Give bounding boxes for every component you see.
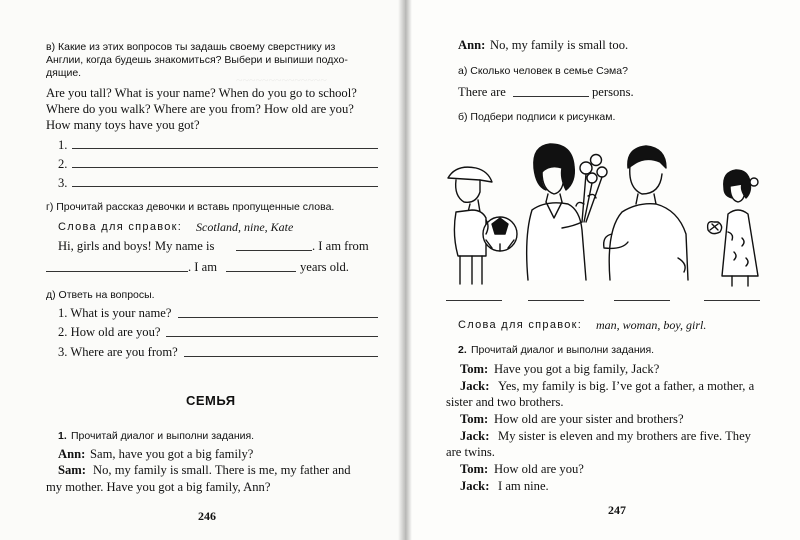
question-a: а) Сколько человек в семье Сэма? [458, 65, 628, 77]
questions-line1: Are you tall? What is your name? When do you go to school? [46, 86, 357, 100]
question-d1: 1. What is your name? [58, 306, 172, 320]
dialog-speaker-1: Jack: [460, 379, 490, 393]
speaker-ann-right: Ann: [458, 38, 486, 52]
instruction-g: г) Прочитай рассказ девочки и вставь пропущенные слова. [46, 201, 335, 213]
caption-blank-2[interactable] [528, 300, 584, 301]
caption-blank-3[interactable] [614, 300, 670, 301]
dialog-line-4: My sister is eleven and my brothers are five. They [498, 429, 751, 443]
page-number-left: 246 [198, 509, 216, 523]
answer-line-2[interactable] [72, 167, 378, 168]
answer-line-3[interactable] [72, 186, 378, 187]
answer-number-2: 2. [58, 157, 68, 171]
caption-blank-1[interactable] [446, 300, 502, 301]
task1-text: Прочитай диалог и выполни задания. [71, 430, 255, 442]
persons-text: persons. [592, 85, 634, 99]
dialog-line-6: How old are you? [494, 462, 584, 476]
page-number-right: 247 [608, 503, 626, 517]
question-d3: 3. Where are you from? [58, 345, 178, 359]
woman-figure [527, 144, 586, 280]
instruction-v-line3: дящие. [46, 67, 82, 79]
dialog-speaker-7: Jack: [460, 479, 490, 493]
dialog-speaker-4: Jack: [460, 429, 490, 443]
reference-words-right: man, woman, boy, girl. [596, 318, 707, 332]
dialog-line-0: Have you got a big family, Jack? [494, 362, 660, 376]
answer-number-1: 1. [58, 138, 68, 152]
answer-line-1[interactable] [72, 148, 378, 149]
story-line2-end: years old. [300, 260, 349, 274]
girl-figure [708, 170, 758, 286]
dialog-speaker-6: Tom: [460, 462, 489, 476]
story-blank-country[interactable] [46, 271, 188, 272]
story-line2-mid: . I am [188, 260, 218, 274]
answer-d2-line[interactable] [166, 336, 378, 337]
there-are-text: There are [458, 85, 506, 99]
family-illustration [442, 138, 772, 288]
dialog-speaker-0: Tom: [460, 362, 489, 376]
story-line1-end: . I am from [312, 239, 369, 253]
boy-figure [448, 167, 517, 284]
dialog-line-7: I am nine. [498, 479, 549, 493]
bleed-through: ~~~~~~~~~~~~~~ [236, 73, 327, 87]
section-title: СЕМЬЯ [186, 393, 236, 408]
answer-d1-line[interactable] [178, 317, 378, 318]
answer-d3-line[interactable] [184, 356, 378, 357]
man-figure [604, 146, 688, 280]
dialog-sam-line1: No, my family is small. There is me, my father and [93, 463, 351, 477]
story-blank-name[interactable] [236, 250, 312, 251]
story-line1-start: Hi, girls and boys! My name is [58, 239, 215, 253]
instruction-v-line2: Англии, когда будешь знакомиться? Выбери и выпиши подхо- [46, 54, 348, 66]
task1-number: 1. [58, 430, 67, 442]
dialog-line-3: How old are your sister and brothers? [494, 412, 684, 426]
speaker-ann: Ann: [58, 447, 86, 461]
speaker-sam: Sam: [58, 463, 86, 477]
persons-blank[interactable] [513, 96, 589, 97]
reference-label: Слова для справок: [58, 221, 183, 233]
instruction-d: д) Ответь на вопросы. [46, 289, 155, 301]
instruction-b: б) Подбери подписи к рисункам. [458, 111, 616, 123]
answer-number-3: 3. [58, 176, 68, 190]
dialog-line-2: sister and two brothers. [446, 395, 564, 409]
task2-number: 2. [458, 344, 467, 356]
reference-label-right: Слова для справок: [458, 319, 583, 331]
reference-words: Scotland, nine, Kate [196, 220, 294, 234]
question-d2: 2. How old are you? [58, 325, 161, 339]
dialog-sam-line2: my mother. Have you got a big family, Ann? [46, 480, 271, 494]
book-gutter [398, 0, 412, 540]
instruction-v-line1: в) Какие из этих вопросов ты задашь своему сверстнику из [46, 41, 336, 53]
questions-line2: Where do you walk? Where are you from? How old are you? [46, 102, 354, 116]
caption-blank-4[interactable] [704, 300, 760, 301]
dialog-line-5: are twins. [446, 445, 495, 459]
dialog-ann-line: Sam, have you got a big family? [90, 447, 254, 461]
questions-line3: How many toys have you got? [46, 118, 200, 132]
dialog-ann-right-line: No, my family is small too. [490, 38, 629, 52]
dialog-line-1: Yes, my family is big. I’ve got a father, a mother, a [498, 379, 755, 393]
dialog-speaker-3: Tom: [460, 412, 489, 426]
story-blank-age[interactable] [226, 271, 296, 272]
right-page [404, 0, 800, 540]
task2-text: Прочитай диалог и выполни задания. [471, 344, 655, 356]
flowers-drawing [576, 155, 607, 223]
